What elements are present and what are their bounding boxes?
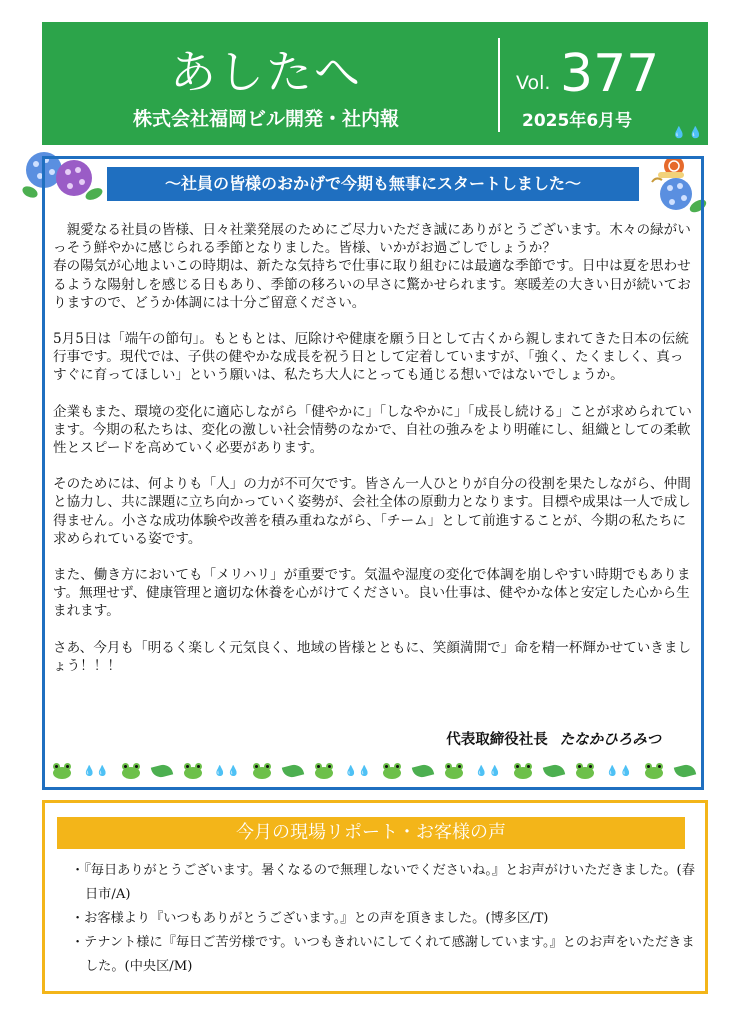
report-banner: 今月の現場リポート・お客様の声 <box>57 817 685 849</box>
message-paragraph: また、働き方においても「メリハリ」が重要です。気温や湿度の変化で体調を崩しやすい時期でもあります。無理せず、健康管理と適切な休養を心がけてください。良い仕事は、健やかな体と安定した心から生まれます。 <box>53 567 691 620</box>
message-body <box>53 221 697 693</box>
decoration-row <box>51 759 695 783</box>
volume-number: 377 <box>560 44 660 104</box>
leaf-icon <box>281 763 303 780</box>
frog-icon <box>512 763 534 779</box>
raindrop-icon: 💧💧 <box>606 765 633 777</box>
message-paragraph: そのためには、何よりも「人」の力が不可欠です。皆さん一人ひとりが自分の役割を果たしながら、仲間と協力し、共に課題に立ち向かっていく姿勢が、会社全体の原動力となります。目標や成果は一人で成し得ません。小さな成功体験や改善を積み重ねながら、「チーム」として前進することが、今期の私たちに求められている姿です。 <box>53 476 691 547</box>
frog-icon <box>120 763 142 779</box>
message-paragraph: 親愛なる社員の皆様、日々社業発展のためにご尽力いただき誠にありがとうございます。木々の緑がいっそう鮮やかに感じられる季節となりました。皆様、いかがお過ごしでしょうか？ 春の陽気が心地よいこの時期は、新たな気持ちで仕事に取り組むには最適な季節です。日中は夏を思わせるような陽射しを感じる日もあり、季節の移ろいの早さに驚かせられます。寒暖差の大きい日が続いておりますので、どうか体調には十分ご留意ください。 <box>53 222 691 311</box>
message-paragraph: 企業もまた、環境の変化に適応しながら「健やかに」「しなやかに」「成長し続ける」ことが求められています。今期の私たちは、変化の激しい社会情勢のなかで、自社の強みをより明確にし、組織としての柔軟性とスピードを高めていく必要があります。 <box>53 403 692 457</box>
report-item: ・『毎日ありがとうございます。暑くなるので無理しないでくださいね。』とお声がけいただきました。(春日市/A) <box>71 863 695 902</box>
newsletter-header <box>42 22 708 145</box>
frog-icon <box>574 763 596 779</box>
report-item: ・テナント様に『毎日ご苦労様です。いつもきれいにしてくれて感謝しています。』とのお声をいただきました。(中央区/M) <box>71 935 695 974</box>
newsletter-title: あしたへ <box>170 45 362 99</box>
issue-date: 2025年6月号 <box>522 111 633 131</box>
message-banner: 〜社員の皆様のおかげで今期も無事にスタートしました〜 <box>107 167 639 201</box>
volume-label: Vol. <box>516 72 551 94</box>
raindrop-icon: 💧💧 <box>672 126 706 139</box>
report-list <box>69 859 699 979</box>
raindrop-icon: 💧💧 <box>213 765 241 777</box>
frog-icon <box>643 763 665 779</box>
header-divider <box>498 38 500 132</box>
message-paragraph: 5月5日は「端午の節句」。もともとは、厄除けや健康を願う日として古くから親しまれてきた日本の伝統行事です。現代では、子供の健やかな成長を祝う日として定着していますが、「強く、たくましく、真っすぐに育ってほしい」という願いは、私たち大人にとっても通じる想いではないでしょうか。 <box>53 331 689 384</box>
leaf-icon <box>674 763 696 780</box>
leaf-icon <box>151 763 173 780</box>
volume-block <box>512 44 702 104</box>
frog-icon <box>313 763 335 779</box>
raindrop-icon: 💧💧 <box>475 765 503 777</box>
company-name: 株式会社福岡ビル開発・社内報 <box>132 108 399 130</box>
frog-icon <box>443 763 465 779</box>
leaf-icon <box>543 763 565 780</box>
message-paragraph: さあ、今月も「明るく楽しく元気良く、地域の皆様とともに、笑顔満開で」命を精一杯輝かせていきましょう！！！ <box>53 639 692 674</box>
frog-icon <box>381 763 403 779</box>
frog-icon <box>51 763 73 779</box>
field-report <box>42 800 708 994</box>
president-message <box>42 156 704 790</box>
signature-name: たなかひろみつ <box>559 732 661 748</box>
raindrop-icon: 💧💧 <box>82 765 110 777</box>
report-item: ・お客様より『いつもありがとうございます。』との声を頂きました。(博多区/T) <box>71 911 549 926</box>
raindrop-icon: 💧💧 <box>344 765 372 777</box>
frog-icon <box>182 763 204 779</box>
signature-title: 代表取締役社長 <box>446 732 548 748</box>
leaf-icon <box>412 763 434 780</box>
signature <box>446 728 661 749</box>
frog-icon <box>251 763 273 779</box>
